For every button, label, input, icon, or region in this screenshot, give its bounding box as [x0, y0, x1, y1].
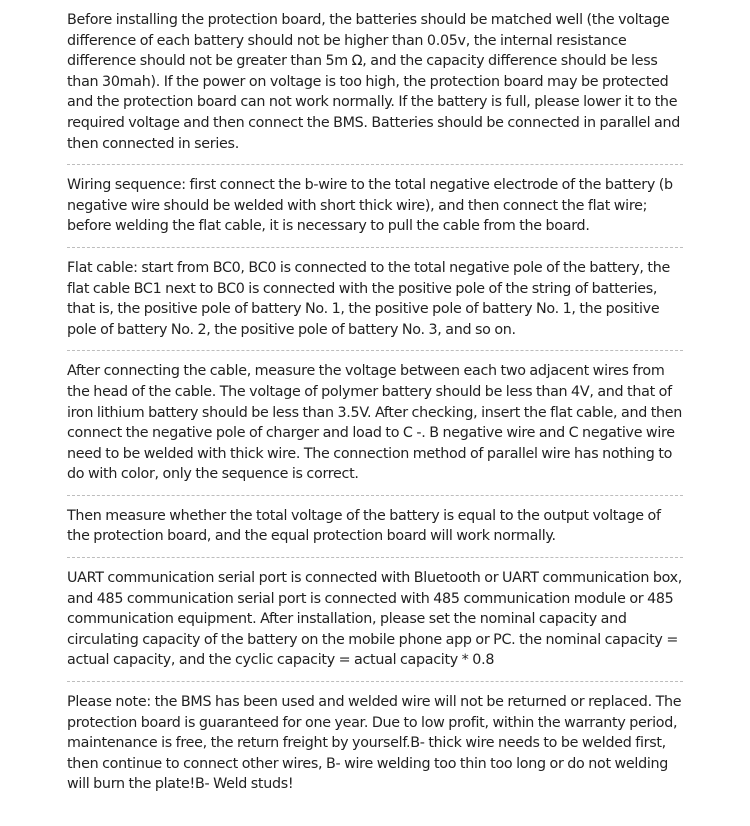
paragraph-battery-matching: Before installing the protection board, the batteries should be matched well (the voltage difference of each battery should not be higher than 0.05v, the internal resistance difference should not be greater than 5m Ω, and the capacity difference should be less than 30mah). If the power on voltage is too high, the protection board may be protected and the protection board can not work normally. If the battery is full, please lower it to the required voltage and then connect the BMS. Batteries should be connected in parallel and then connected in series. — [67, 12, 681, 152]
dashed-divider — [67, 557, 683, 558]
dashed-divider — [67, 350, 683, 351]
paragraph-voltage-check: After connecting the cable, measure the voltage between each two adjacent wires from the head of the cable. The voltage of polymer battery should be less than 4V, and that of iron lithium battery should be less than 3.5V. After checking, insert the flat cable, and then connect the negative pole of charger and load to C -. B negative wire and C negative wire need to be welded with thick wire. The connection method of parallel wire has nothing to do with color, only the sequence is correct. — [67, 363, 683, 483]
paragraph-please-note: Please note: the BMS has been used and welded wire will not be returned or replaced. The protection board is guaranteed for one year. Due to low profit, within the warranty period, maintenance is free, the return freight by yourself.B- thick wire needs to be welded first, then continue to connect other wires, B- wire welding too thin too long or do not welding will burn the plate!B- Weld studs! — [67, 694, 682, 793]
dashed-divider — [67, 247, 683, 248]
paragraph-flat-cable: Flat cable: start from BC0, BC0 is connected to the total negative pole of the battery, the flat cable BC1 next to BC0 is connected with the positive pole of the string of batteries, that is, the positive pole of battery No. 1, the positive pole of battery No. 1, the positive pole of battery No. 2, the positive pole of battery No. 3, and so on. — [67, 259, 670, 338]
dashed-divider — [67, 495, 683, 496]
dashed-divider — [67, 681, 683, 682]
paragraph-total-voltage: Then measure whether the total voltage of the battery is equal to the output voltage of the protection board, and the equal protection board will work normally. — [67, 507, 661, 545]
dashed-divider — [67, 164, 683, 165]
paragraph-wiring-sequence: Wiring sequence: first connect the b-wire to the total negative electrode of the battery (b negative wire should be welded with short thick wire), and then connect the flat wire; before welding the flat cable, it is necessary to pull the cable from the board. — [67, 177, 673, 235]
instruction-document — [67, 10, 683, 795]
paragraph-uart-communication: UART communication serial port is connected with Bluetooth or UART communication box, and 485 communication serial port is connected with 485 communication module or 485 communication equipment. After installation, please set the nominal capacity and circulating capacity of the battery on the mobile phone app or PC. the nominal capacity = actual capacity, and the cyclic capacity = actual capacity * 0.8 — [67, 570, 683, 669]
